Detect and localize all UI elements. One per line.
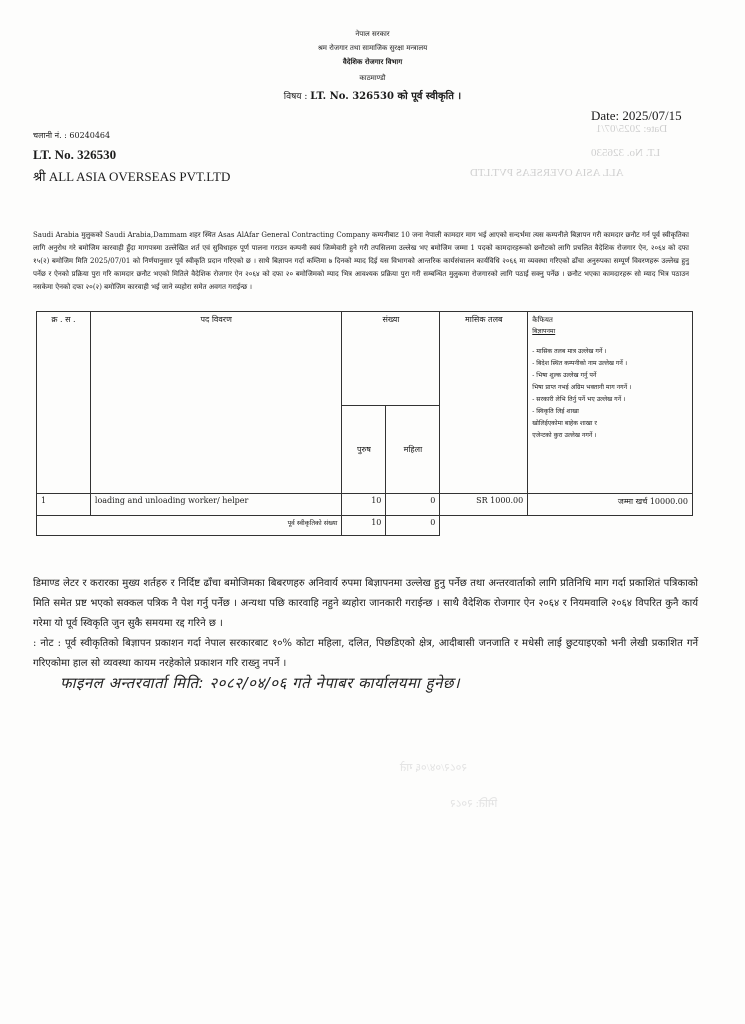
note-paragraph: : नोट : पूर्व स्वीकृतिको बिज्ञापन प्रकाशन गर्दा नेपाल सरकारबाट १०% कोटा महिला, दलित, पिछडिएको क्षेत्र, आदीबासी जनजाति र मधेसी लाई छुटयाइएको भनी लेखी प्रकाशित गर्ने गरिएकोमा हाल सो व्यवस्था कायम नरहेकोले प्रकाशन गरि राख्नु नपर्ने । xyxy=(33,638,698,669)
govt-name: नेपाल सरकार xyxy=(355,30,390,38)
total-label: पूर्व स्वीकृतिको संख्या xyxy=(37,516,342,536)
total-female: 0 xyxy=(386,516,440,536)
header-sn: क्र . स . xyxy=(37,312,91,494)
approval-paragraph: Saudi Arabia मुलुकको Saudi Arabia,Dammam शहर स्थित Asas AlAfar General Contracting Company कम्पनीबाट 10 जना नेपाली कामदार माग भई आएको सन्दर्भमा त्यस कम्पनीले बिज्ञापन गरी कामदार छनौट गर्न पूर्व स्वीकृतिका लागि अनुरोध गरे बमोजिम कारवाही हुँदा मागपत्रमा उल्लेखित शर्त एवं सुविधाहरु पूर्ण पालना गराउन कम्पनी स्वयं जिम्मेवारी हुने गरी तपसिलमा उल्लेख भए बमोजिम जम्मा 1 पदको कामदारहरूको छनौटको लागि प्रचलित वैदेशिक रोजगार ऐन, २०६४ को दफा १५(२) बमोजिम मिति 2025/07/01 को निर्णयानुसार पूर्व स्वीकृति प्रदान गरिएको छ । साथै बिज्ञापन गर्दा कम्तिमा ७ दिनको म्याद दिई यस विभागको आन्तरिक कार्यसंचालन कार्यविधि २०६६ मा व्यवस्था गरिएको ढाँचा अनुरुपका सम्पूर्ण विवरणहरू उल्लेख हुनु पर्नेछ र ऐनको प्रक्रिया पुरा गरि कामदार छनौट भएको मितिले वैदेशिक रोजगार ऐन २०६४ को दफा २० बमोजिमको म्याद भित्र आवश्यक प्रक्रिया पुरा गरी सम्बन्धित मुलुकमा रोजगारको लागि पठाई सक्नु पर्नेछ । छनौट भएका कामदारहरू सो म्याद भित्र पठाउन नसकेमा ऐनको दफा २०(२) बमोजिम कारवाही भई जाने व्यहोरा समेत अवगत गराईन्छ । xyxy=(33,231,689,291)
row-female: 0 xyxy=(386,494,440,516)
remarks-line: भिषा प्राप्त नभई अग्रिम भक्तानी माग नगर्ने । xyxy=(532,384,632,391)
lt-number: LT. No. 326530 xyxy=(33,147,117,162)
remarks-line: - भिषा शुल्क उल्लेख गर्नु पर्ने xyxy=(532,372,597,379)
city-name: काठमाण्डौ xyxy=(359,74,386,82)
remarks-cell xyxy=(528,312,693,494)
remarks-line: - सरकारी लेभि तिर्नु पर्ने भए उल्लेख गर्ने । xyxy=(532,396,626,403)
conditions-paragraph: डिमाण्ड लेटर र करारका मुख्य शर्तहरु र निर्दिष्ट ढाँचा बमोजिमका बिबरणहरु अनिवार्य रुपमा बिज्ञापनमा उल्लेख हुनु पर्नेछ तथा अन्तरवार्ताको लागि प्रतिनिधि माग गर्दा प्रकाशितं पत्रिकाको मिति समेत प्रष्ट भएको सक्कल पत्रिक नै पेश गर्नु पर्नेछ । अन्यथा पछि कारवाहि नहुने ब्यहोरा जानकारी गराईन्छ । साथै वैदेशिक रोजगार ऐन २०६४ र नियमवालि २०६४ विपरित कुनै कार्य गरेमा यो पूर्व स्विकृति जुन सुकै समयमा रद्द गरिने छ । xyxy=(33,578,698,629)
empty-cell xyxy=(440,516,528,536)
row-position: loading and unloading worker/ helper xyxy=(90,494,342,516)
bleed-through-mark: LT. No. 326530 xyxy=(591,147,661,159)
approval-table xyxy=(36,311,693,536)
remarks-line: एजेन्टको कुरा उल्लेख नगर्ने । xyxy=(532,432,597,439)
header-female: महिला xyxy=(386,406,440,494)
bleed-through-mark: २०८२/०४/०६ गते xyxy=(400,762,468,774)
empty-cell xyxy=(528,516,693,536)
row-sn: 1 xyxy=(37,494,91,516)
remarks-line: - मासिक तलब मात्र उल्लेख गर्ने । xyxy=(532,348,607,355)
row-total-cost: जम्मा खर्च 10000.00 xyxy=(528,494,693,516)
remarks-line: - स्विकृति लिई शाखा xyxy=(532,408,579,415)
bleed-through-mark: ALL ASIA OVERSEAS PVT.LTD xyxy=(470,167,624,179)
header-male: पुरुष xyxy=(342,406,386,494)
bleed-through-mark: Date: 2025/07/1 xyxy=(596,123,668,135)
subject-text: LT. No. 326530 को पूर्व स्वीकृति । xyxy=(310,91,462,102)
remarks-title: बिज्ञापनमा xyxy=(532,328,556,335)
handwritten-note: फाइनल अन्तरवार्ता मिति: २०८२/०४/०६ गते नेपाबर कार्यालयमा हुनेछ। xyxy=(60,674,461,692)
recipient-company: श्री ALL ASIA OVERSEAS PVT.LTD xyxy=(33,169,231,184)
total-male: 10 xyxy=(342,516,386,536)
subject-line xyxy=(0,88,745,102)
row-salary: SR 1000.00 xyxy=(440,494,528,516)
dispatch-number: चलानी नं. : 60240464 xyxy=(33,131,111,140)
department-name: वैदेशिक रोजगार विभाग xyxy=(342,57,403,66)
remarks-line: - बिदेश स्थित कम्पनीको नाम उल्लेख गर्ने । xyxy=(532,360,628,367)
header-position: पद विवरण xyxy=(90,312,342,494)
header-salary: मासिक तलब xyxy=(440,312,528,494)
letter-date: Date: 2025/07/15 xyxy=(591,108,682,123)
row-male: 10 xyxy=(342,494,386,516)
remarks-header: कैफियत xyxy=(532,316,553,324)
remarks-line: खोलिईएकोमा बाहेक शाखा र xyxy=(532,420,597,427)
table-total-row xyxy=(37,516,693,536)
bleed-through-mark: मिति: २०८२ xyxy=(450,798,498,810)
subject-prefix: विषय : xyxy=(283,92,308,102)
table-row xyxy=(37,494,693,516)
header-count: संख्या xyxy=(342,312,440,406)
table-header-row xyxy=(37,312,693,406)
ministry-name: श्रम रोजगार तथा सामाजिक सुरक्षा मन्त्रालय xyxy=(317,44,428,52)
